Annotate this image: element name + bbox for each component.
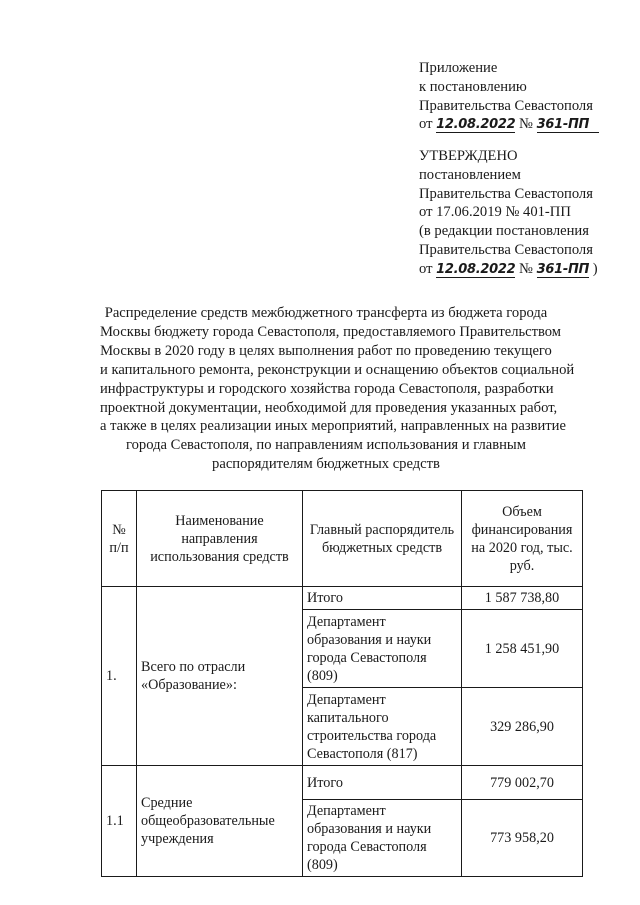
row-manager: Департамент капитального строительства города Севастополя (817) [303, 688, 462, 766]
row-manager: Итого [303, 587, 462, 610]
title-line: Москвы бюджету города Севастополя, предоставляемого Правительством [100, 323, 562, 340]
title-line: Распределение средств межбюджетного трансферта из бюджета города [104, 305, 548, 321]
approval-handwritten-number: 361-ПП [536, 261, 590, 277]
approval-from-prefix: от [419, 260, 433, 277]
row-number: 1. [102, 587, 137, 766]
title-line: а также в целях реализации иных мероприятий, направленных на развитие [100, 418, 566, 435]
appendix-handwritten-number: 361-ПП [537, 117, 599, 133]
appendix-date-line [419, 115, 634, 134]
table-row [102, 766, 583, 800]
appendix-line-3: Правительства Севастополя [419, 97, 593, 114]
row-amount: 329 286,90 [462, 688, 583, 766]
approval-number-prefix: № [519, 260, 533, 277]
appendix-from-prefix: от [419, 116, 433, 133]
approval-handwritten-date: 12.08.2022 [436, 261, 516, 277]
row-amount: 773 958,20 [462, 800, 583, 877]
appendix-number-prefix: № [519, 116, 533, 133]
distribution-table [101, 490, 583, 877]
row-manager: Департамент образования и науки города Севастополя (809) [303, 610, 462, 688]
appendix-line-1: Приложение [419, 60, 498, 76]
row-direction: Средние общеобразовательные учреждения [137, 766, 303, 877]
row-amount: 1 587 738,80 [462, 587, 583, 610]
appendix-line-2: к постановлению [419, 78, 527, 95]
approval-heading: УТВЕРЖДЕНО [419, 148, 518, 164]
approval-line-2: Правительства Севастополя [419, 185, 593, 202]
header-volume: Объем финансирования на 2020 год, тыс. руб. [462, 491, 583, 587]
title-line: распорядителям бюджетных средств [212, 456, 440, 473]
row-direction: Всего по отрасли «Образование»: [137, 587, 303, 766]
row-number: 1.1 [102, 766, 137, 877]
title-line: инфраструктуры и городского хозяйства города Севастополя, разработки [100, 380, 554, 397]
table-row [102, 587, 583, 610]
header-num: № п/п [102, 491, 137, 587]
approval-block [419, 147, 634, 279]
approval-line-5: Правительства Севастополя [419, 241, 593, 258]
approval-line-3: от 17.06.2019 № 401-ПП [419, 204, 571, 221]
title-line: проектной документации, необходимой для проведения указанных работ, [100, 399, 558, 416]
approval-date-line [419, 260, 634, 279]
approval-line-1: постановлением [419, 166, 521, 183]
table-header-row [102, 491, 583, 587]
title-line: и капитального ремонта, реконструкции и оснащению объектов социальной [100, 361, 575, 378]
header-manager: Главный распорядитель бюджетных средств [303, 491, 462, 587]
title-line: города Севастополя, по направлениям использования и главным [126, 437, 526, 454]
row-amount: 1 258 451,90 [462, 610, 583, 688]
approval-closing-paren: ) [592, 260, 598, 277]
document-title [100, 304, 575, 474]
appendix-handwritten-date: 12.08.2022 [436, 117, 516, 133]
row-manager: Итого [303, 766, 462, 800]
approval-line-4: (в редакции постановления [419, 223, 589, 240]
header-direction: Наименование направления использования средств [137, 491, 303, 587]
title-line: Москвы в 2020 году в целях выполнения работ по проведению текущего [100, 342, 552, 359]
row-manager: Департамент образования и науки города Севастополя (809) [303, 800, 462, 877]
appendix-block [419, 59, 634, 134]
row-amount: 779 002,70 [462, 766, 583, 800]
